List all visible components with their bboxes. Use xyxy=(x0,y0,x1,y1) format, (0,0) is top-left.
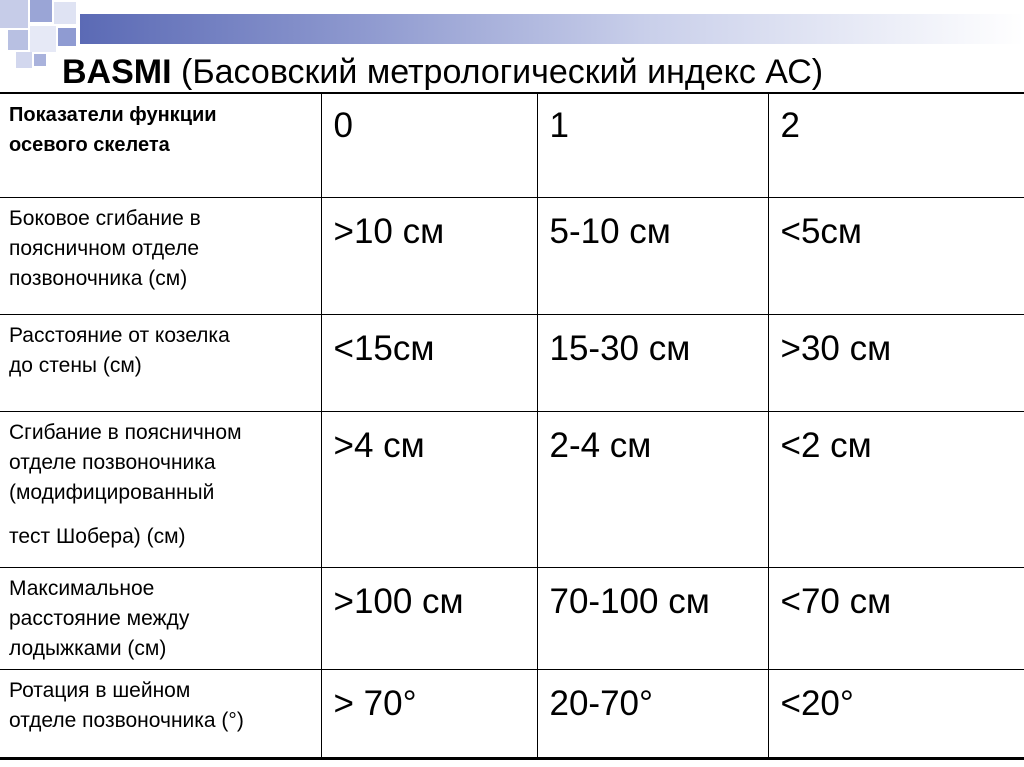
row-label-line: отделе позвоночника (°) xyxy=(9,708,244,732)
title-abbreviation: BASMI xyxy=(62,53,172,91)
row-label-line: Боковое сгибание в xyxy=(9,206,201,230)
value-cell: >10 см xyxy=(321,197,537,314)
row-label-line: до стены (см) xyxy=(9,353,142,377)
row-label-line: позвоночника (см) xyxy=(9,266,188,290)
value-cell: >4 см xyxy=(321,411,537,567)
header-gradient-bar xyxy=(80,14,1024,44)
value-cell: <5см xyxy=(768,197,1024,314)
header-label-line: Показатели функции xyxy=(9,104,217,126)
decorative-square xyxy=(54,2,76,24)
value-cell: <70 см xyxy=(768,567,1024,669)
score-header-1: 1 xyxy=(537,93,768,197)
table-row xyxy=(0,411,1024,567)
row-label-line: тест Шобера) (см) xyxy=(9,524,186,548)
row-label-cell xyxy=(0,669,321,758)
table-row xyxy=(0,567,1024,669)
value-cell: >100 см xyxy=(321,567,537,669)
decorative-square xyxy=(58,28,76,46)
decorative-square xyxy=(30,0,52,22)
header-label-cell xyxy=(0,93,321,197)
table-row xyxy=(0,314,1024,411)
basmi-table xyxy=(0,92,1024,760)
value-cell: <2 см xyxy=(768,411,1024,567)
table-row xyxy=(0,669,1024,758)
decorative-square xyxy=(34,54,46,66)
slide-title xyxy=(62,50,1012,94)
row-label-line: лодыжками (см) xyxy=(9,636,167,660)
value-cell: 2-4 см xyxy=(537,411,768,567)
row-label-line: Расстояние от козелка xyxy=(9,323,230,347)
row-label-cell xyxy=(0,197,321,314)
score-header-2: 2 xyxy=(768,93,1024,197)
row-label-line: поясничном отделе xyxy=(9,236,200,260)
value-cell: 70-100 см xyxy=(537,567,768,669)
value-cell: 5-10 см xyxy=(537,197,768,314)
header-label-line: осевого скелета xyxy=(9,134,170,156)
value-cell: 20-70° xyxy=(537,669,768,758)
decorative-square xyxy=(16,52,32,68)
value-cell: <15см xyxy=(321,314,537,411)
table-header-row xyxy=(0,93,1024,197)
row-label-line: Ротация в шейном xyxy=(9,678,191,702)
score-header-0: 0 xyxy=(321,93,537,197)
row-label-line: Сгибание в поясничном xyxy=(9,420,242,444)
decorative-square xyxy=(8,30,28,50)
row-label-cell xyxy=(0,567,321,669)
value-cell: 15-30 см xyxy=(537,314,768,411)
title-text: (Басовский метрологический индекс АС) xyxy=(171,53,824,91)
table-row xyxy=(0,197,1024,314)
value-cell: >30 см xyxy=(768,314,1024,411)
row-label-line: расстояние между xyxy=(9,606,190,630)
row-label-line: Максимальное xyxy=(9,576,155,600)
decorative-square xyxy=(0,0,28,28)
row-label-cell xyxy=(0,411,321,567)
value-cell: > 70° xyxy=(321,669,537,758)
row-label-cell xyxy=(0,314,321,411)
row-label-line: (модифицированный xyxy=(9,480,215,504)
decorative-square xyxy=(30,26,56,52)
value-cell: <20° xyxy=(768,669,1024,758)
row-label-line: отделе позвоночника xyxy=(9,450,216,474)
